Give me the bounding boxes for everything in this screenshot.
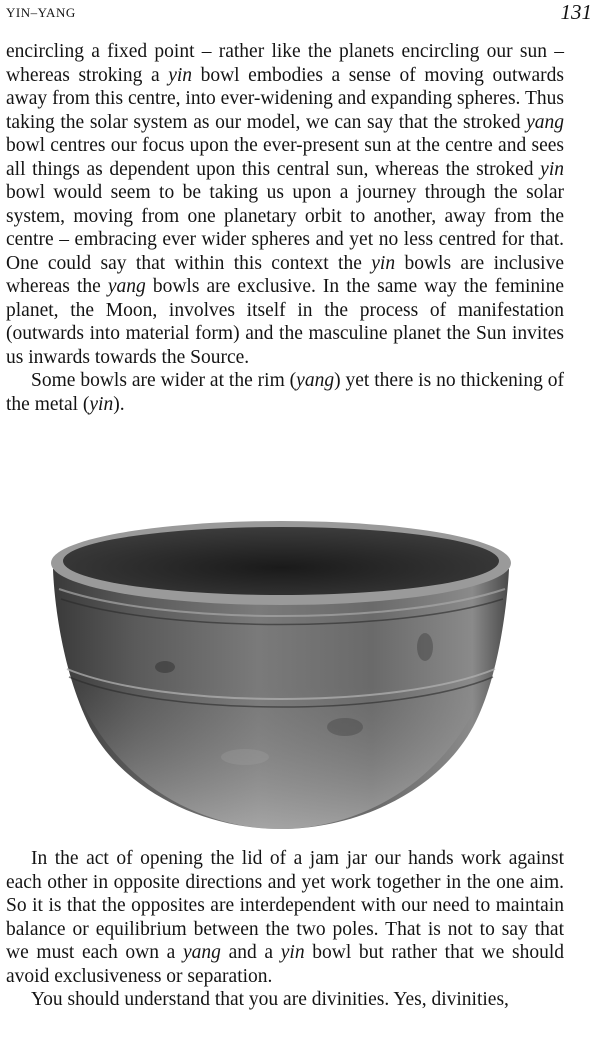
- text-run: and a: [220, 942, 281, 963]
- italic-term: yang: [107, 276, 146, 297]
- text-block-top: [6, 40, 564, 416]
- bowl-illustration: [45, 517, 515, 837]
- italic-term: yang: [183, 942, 221, 963]
- running-head: YIN–YANG: [6, 5, 76, 20]
- page-header: [6, 0, 592, 24]
- italic-term: yin: [371, 252, 396, 274]
- text-run: encircling a fixed point – rather like the planets encircling our sun – whereas stroking a: [6, 41, 564, 86]
- text-run: bowls are inclusive whereas the: [6, 252, 564, 297]
- text-run: Some bowls are wider at the rim (: [31, 370, 297, 391]
- text-run: bowl would seem to be taking us upon a journey through the solar system, moving from one planetary orbit to another, away from the centre – embracing ever wider spheres and yet no less centred for that. One could say that within this context the: [6, 182, 564, 274]
- text-block-bottom: [6, 847, 564, 1012]
- text-run: You should understand that you are divinities. Yes, divinities,: [31, 989, 509, 1010]
- text-run: ) yet there is no thickening of the metal (: [6, 370, 564, 415]
- text-run: In the act of opening the lid of a jam jar our hands work against each other in opposite directions and yet work together in the one aim. So it is that the opposites are interdependent with our need to maintain balance or equilibrium between the two poles. That is not to say that we must each own a: [6, 848, 564, 963]
- italic-term: yin: [540, 158, 564, 180]
- singing-bowl-photo: [45, 517, 515, 837]
- italic-term: yin: [168, 64, 193, 86]
- italic-term: yin: [280, 942, 305, 963]
- text-run: bowl but rather that we should avoid exclusiveness or separation.: [6, 942, 564, 987]
- paragraph: [6, 988, 564, 1012]
- italic-term: yang: [526, 111, 564, 133]
- paragraph: [6, 40, 564, 369]
- bowl-opening: [63, 527, 499, 595]
- text-run: bowl embodies a sense of moving outwards away from this centre, into ever-widening and expanding spheres. Thus taking the solar system as our model, we can say that the stroked: [6, 64, 564, 133]
- paragraph: [6, 847, 564, 988]
- paragraph: [6, 369, 564, 416]
- text-run: bowl centres our focus upon the ever-present sun at the centre and sees all things as dependent upon this central sun, whereas the stroked: [6, 135, 564, 180]
- text-run: ).: [113, 393, 125, 415]
- italic-term: yang: [296, 370, 335, 391]
- italic-term: yin: [89, 393, 114, 415]
- text-run: bowls are exclusive. In the same way the feminine planet, the Moon, involves itself in the process of manifestation (outwards into material form) and the masculine planet the Sun invites us inwards towards the Source.: [6, 276, 565, 368]
- page-number: 131: [560, 0, 592, 24]
